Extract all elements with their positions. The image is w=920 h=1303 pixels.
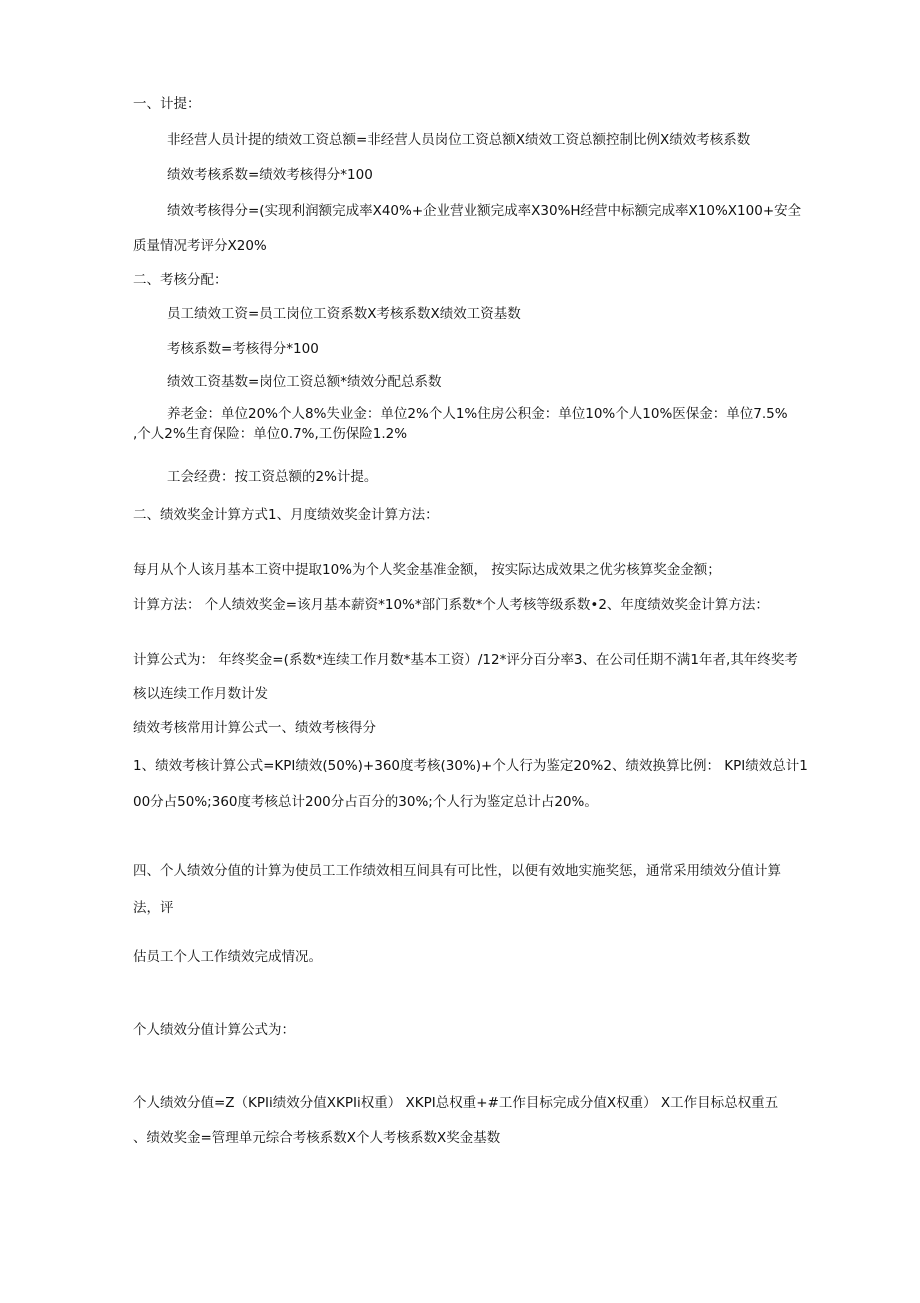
text-line: 核以连续工作月数计发 bbox=[133, 686, 268, 702]
text-line: 绩效考核得分=(实现利润额完成率X40%+企业营业额完成率X30%H经营中标额完成率X10%X100+安全 bbox=[167, 203, 802, 219]
text-line: 计算方法： 个人绩效奖金=该月基本薪资*10%*部门系数*个人考核等级系数•2、年度绩效奖金计算方法： bbox=[133, 597, 769, 613]
text-line: 每月从个人该月基本工资中提取10%为个人奖金基准金额， 按实际达成效果之优劣核算奖金金额； bbox=[133, 562, 721, 578]
text-line: 考核系数=考核得分*100 bbox=[167, 341, 319, 357]
section-heading-4: 绩效考核常用计算公式一、绩效考核得分 bbox=[133, 720, 376, 736]
text-line: 绩效考核系数=绩效考核得分*100 bbox=[167, 167, 373, 183]
text-line: 、绩效奖金=管理单元综合考核系数X个人考核系数X奖金基数 bbox=[133, 1130, 501, 1146]
text-line: 工会经费：按工资总额的2%计提。 bbox=[167, 469, 378, 485]
text-line: 非经营人员计提的绩效工资总额=非经营人员岗位工资总额X绩效工资总额控制比例X绩效考核系数 bbox=[167, 132, 751, 148]
section-heading-2: 二、考核分配： bbox=[133, 272, 228, 288]
text-line: 00分占50%;360度考核总计200分占百分的30%;个人行为鉴定总计占20%。 bbox=[133, 794, 598, 810]
section-heading-5: 四、个人绩效分值的计算为使员工工作绩效相互间具有可比性，以便有效地实施奖惩，通常采用绩效分值计算 bbox=[133, 863, 781, 879]
text-line: 养老金：单位20%个人8%失业金：单位2%个人1%住房公积金：单位10%个人10%医保金：单位7.5% bbox=[167, 406, 788, 422]
text-line: ,个人2%生育保险：单位0.7%,工伤保险1.2% bbox=[133, 426, 408, 442]
text-line: 质量情况考评分X20% bbox=[133, 238, 267, 254]
text-line: 个人绩效分值=Z（KPIi绩效分值XKPIi权重） XKPI总权重+#工作目标完成分值X权重） X工作目标总权重五 bbox=[133, 1095, 779, 1111]
text-line: 1、绩效考核计算公式=KPI绩效(50%)+360度考核(30%)+个人行为鉴定20%2、绩效换算比例： KPI绩效总计1 bbox=[133, 758, 808, 774]
text-line: 估员工个人工作绩效完成情况。 bbox=[133, 949, 322, 965]
text-line: 法，评 bbox=[133, 900, 174, 916]
text-line: 绩效工资基数=岗位工资总额*绩效分配总系数 bbox=[167, 374, 442, 390]
text-line: 个人绩效分值计算公式为： bbox=[133, 1022, 295, 1038]
text-line: 员工绩效工资=员工岗位工资系数X考核系数X绩效工资基数 bbox=[167, 306, 521, 322]
section-heading-3: 二、绩效奖金计算方式1、月度绩效奖金计算方法： bbox=[133, 507, 439, 523]
text-line: 计算公式为： 年终奖金=(系数*连续工作月数*基本工资）/12*评分百分率3、在公司任期不满1年者,其年终奖考 bbox=[133, 652, 798, 668]
section-heading-1: 一、计提： bbox=[133, 96, 201, 112]
